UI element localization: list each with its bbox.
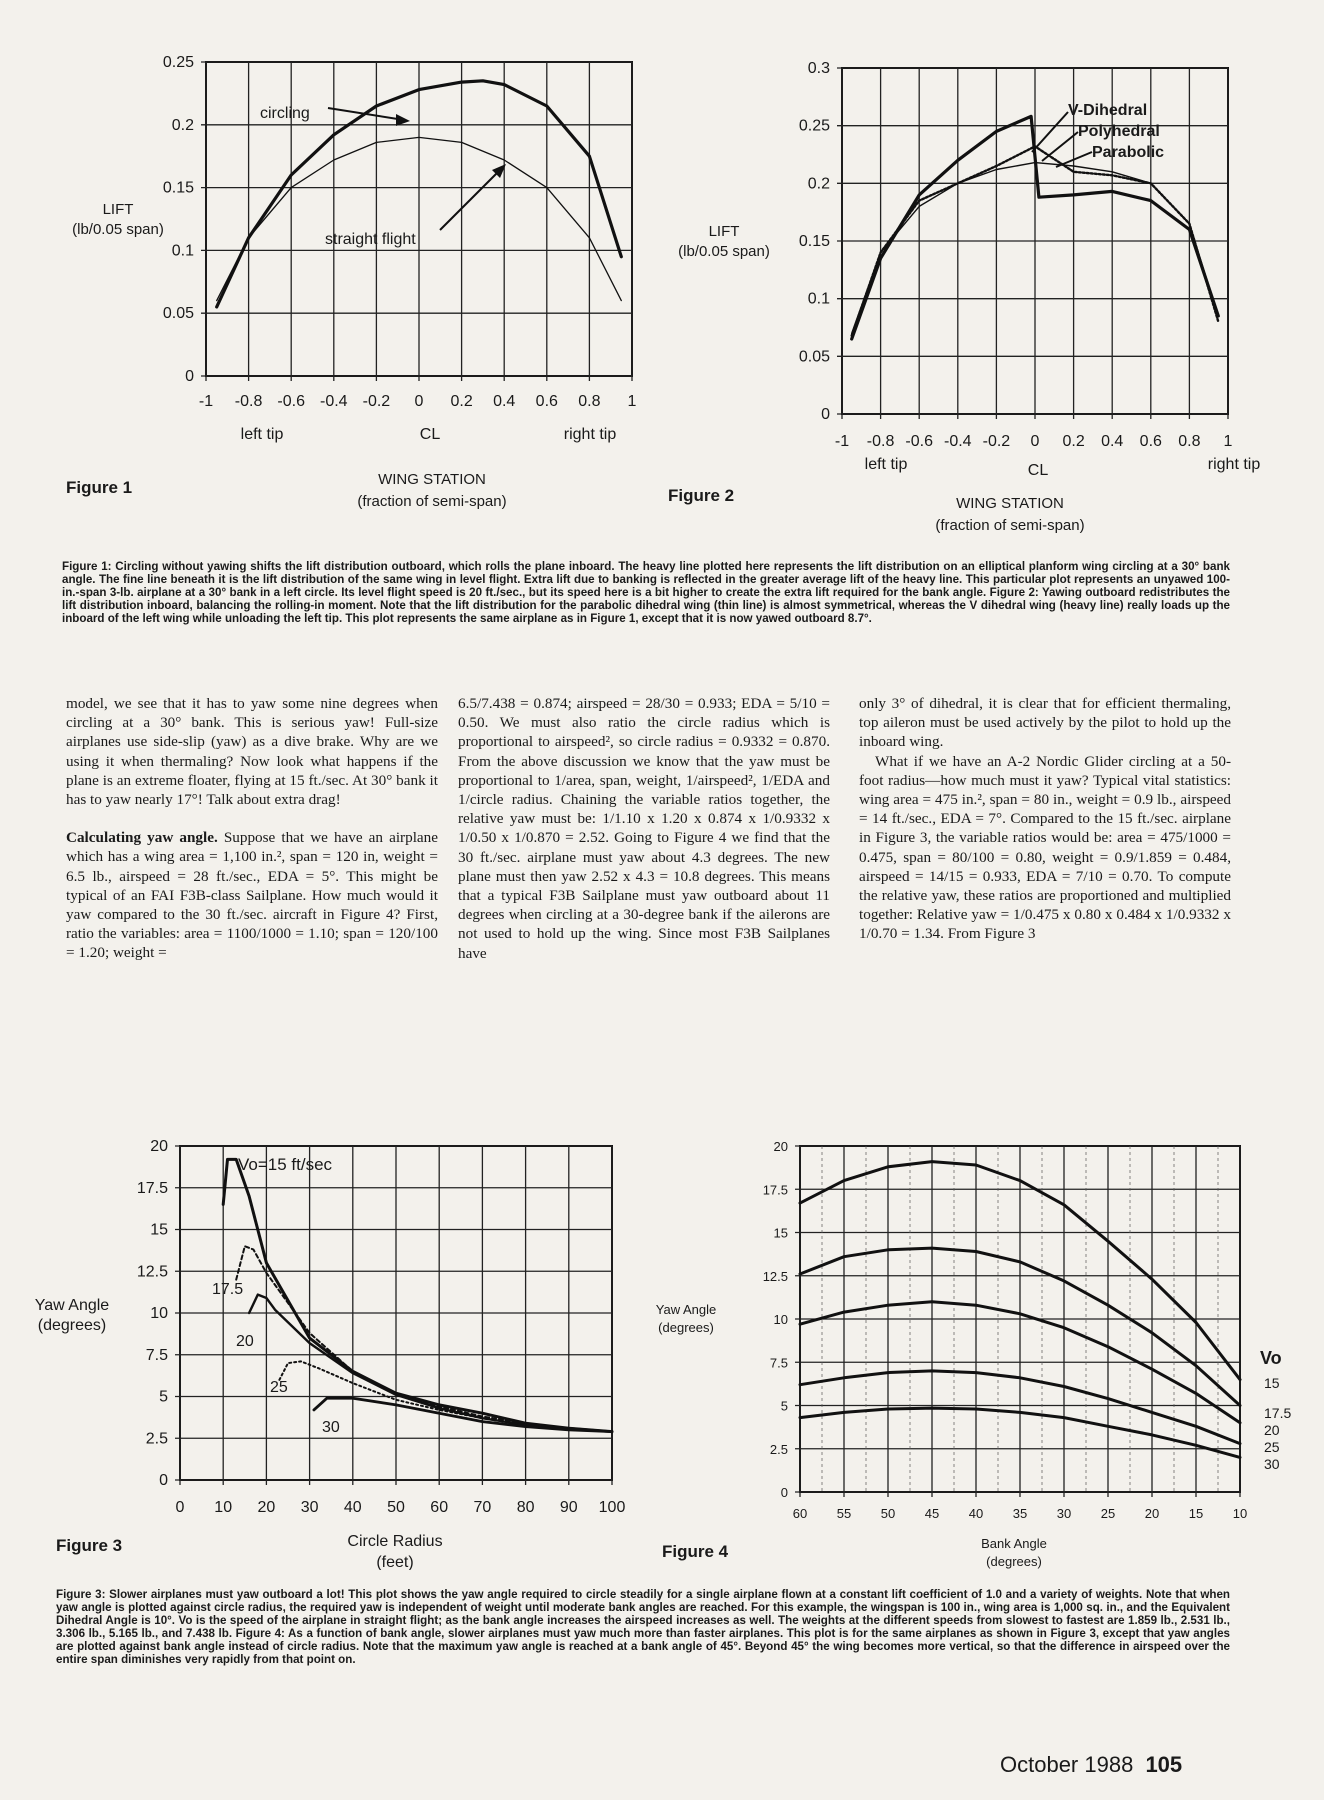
figure4-xtick-label: 20 <box>1144 1506 1160 1521</box>
fig2-ylabel-1: LIFT <box>708 223 740 240</box>
figure3-ytick-label: 20 <box>150 1138 168 1155</box>
figure2-xtick-label: 0.6 <box>1139 433 1162 450</box>
figure3-ytick-label: 10 <box>150 1305 168 1322</box>
figure1-xtick-label: 0.2 <box>450 393 473 410</box>
figure3-xtick-label: 20 <box>257 1499 276 1516</box>
footer-date: October 1988 <box>1000 1752 1134 1777</box>
figure1-xtick-label: -1 <box>198 393 214 410</box>
fig3-ylabel-2: (degrees) <box>37 1317 107 1334</box>
column-2 <box>458 694 830 982</box>
fig2-arrow-v <box>1032 112 1068 152</box>
figure2-ytick-label: 0.3 <box>807 60 830 77</box>
fig2-right-tip: right tip <box>1207 456 1261 473</box>
figure4-xtick-label: 25 <box>1100 1506 1116 1521</box>
fig4-xlabel-2: (degrees) <box>986 1554 1042 1569</box>
figure2-xtick-label: 0.4 <box>1101 433 1124 450</box>
fig2-ylabel-2: (lb/0.05 span) <box>678 243 770 260</box>
fig1-ylabel-2: (lb/0.05 span) <box>72 221 164 238</box>
figure3-xtick-label: 30 <box>300 1499 319 1516</box>
figure3-ytick-label: 2.5 <box>145 1430 168 1448</box>
figure4-xtick-label: 10 <box>1232 1506 1248 1521</box>
fig3-xlabel-2: (feet) <box>376 1554 414 1570</box>
fig4-legend-30: 30 <box>1264 1456 1280 1472</box>
figure4-xtick-label: 15 <box>1188 1506 1204 1521</box>
figure3-ytick-label: 0 <box>159 1472 168 1489</box>
fig1-xlabel-1: WING STATION <box>378 471 486 488</box>
fig1-arrow-circling <box>328 108 404 120</box>
figure2-xtick-label: -0.6 <box>905 433 933 450</box>
fig4-xlabel-1: Bank Angle <box>981 1536 1047 1551</box>
figure3-xtick-label: 60 <box>430 1499 449 1516</box>
figure2-chart <box>640 50 1324 540</box>
footer-page: 105 <box>1145 1752 1183 1777</box>
fig1-ylabel-1: LIFT <box>102 201 134 218</box>
figure1-ytick-label: 0 <box>185 368 194 385</box>
figure1-ytick-label: 0.05 <box>162 305 194 323</box>
figure2-ytick-label: 0.15 <box>798 233 830 250</box>
fig1-annotation-straight: straight flight <box>325 231 416 248</box>
fig3-vo-label: Vo=15 ft/sec <box>238 1155 333 1174</box>
figure4-xtick-label: 45 <box>924 1506 940 1521</box>
figure3-chart <box>0 1130 660 1570</box>
figure2-xtick-label: -1 <box>834 433 850 450</box>
figure2-xtick-label: -0.8 <box>866 433 895 450</box>
figure4-ytick-label: 20 <box>773 1139 788 1154</box>
figure3-xtick-label: 90 <box>559 1499 578 1516</box>
fig1-xlabel-2: (fraction of semi-span) <box>357 493 507 510</box>
figure3-xtick-label: 40 <box>343 1499 362 1516</box>
figure1-label: Figure 1 <box>66 478 133 497</box>
figure4-ytick-label: 5 <box>780 1398 788 1414</box>
fig2-xlabel-1: WING STATION <box>956 495 1064 512</box>
fig3-ylabel-1: Yaw Angle <box>34 1297 110 1314</box>
figure4-ytick-label: 2.5 <box>769 1441 788 1457</box>
caption-figures-1-2: Figure 1: Circling without yawing shifts the lift distribution outboard, which rolls the plane inboard. The heavy line plotted here represents the lift distribution on an elliptical planform wing circling at a 30° bank angle. The fine line beneath it is the lift distribution of the same wing in level flight. Extra lift due to banking is reflected in the greater average lift of the heavy line. This particular plot represents an unyawed 100-in.-span 3-lb. airplane at a 30° bank in a left circle. Its level flight speed is 20 ft./sec., but its speed here is a bit higher to create the extra lift required for the bank angle. Figure 2: Yawing outboard redistributes the lift distribution inboard, balancing the rolling-in moment. Note that the lift distribution for the parabolic dihedral wing (thin line) is almost symmetrical, whereas the V dihedral wing (heavy line) really loads up the inboard of the left wing while unloading the left tip. This plot represents the same airplane as in Figure 1, except that it is now yawed outboard 8.7°. <box>62 560 1230 625</box>
figure1-xtick-label: 0.4 <box>493 393 516 410</box>
fig1-arrow-straight <box>440 170 500 230</box>
figure4-xtick-label: 40 <box>968 1506 984 1521</box>
fig1-right-tip: right tip <box>563 426 617 443</box>
figure3-ytick-label: 5 <box>159 1388 168 1406</box>
figure3-xtick-label: 50 <box>387 1499 405 1516</box>
fig2-xlabel-2: (fraction of semi-span) <box>935 517 1085 534</box>
figure2-label: Figure 2 <box>668 486 735 505</box>
figure1-ytick-label: 0.25 <box>162 54 194 71</box>
figure2-ytick-label: 0.1 <box>807 290 830 308</box>
col1-heading: Calculating yaw angle. <box>66 829 218 847</box>
figure2-xtick-label: 0.8 <box>1178 433 1201 450</box>
figure2-xtick-label: 0.2 <box>1062 433 1085 450</box>
figure2-xtick-label: -0.4 <box>944 433 972 450</box>
fig3-xlabel-1: Circle Radius <box>347 1533 443 1550</box>
column-3 <box>859 694 1231 963</box>
figure1-xtick-label: 0.6 <box>535 393 558 410</box>
fig3-curve-label-30: 30 <box>322 1419 340 1436</box>
fig4-legend-15: 15 <box>1264 1375 1280 1391</box>
figure1-xtick-label: -0.4 <box>320 393 348 410</box>
col1-paragraph-1: model, we see that it has to yaw some nine degrees when circling at a 30° bank. This is serious yaw! Full-size airplanes use side-slip (yaw) as a dive brake. Why are we using it when thermaling? Now look what happens if the plane is an extreme floater, flying at 15 ft./sec. At 30° bank it has to yaw nearly 17°! Talk about extra drag! <box>66 695 438 809</box>
col2-paragraph-1: 6.5/7.438 = 0.874; airspeed = 28/30 = 0.933; EDA = 5/10 = 0.50. We must also ratio the circle radius which is proportional to airspeed², so circle radius = 0.9332 = 0.870. From the above discussion we know that the yaw must be proportional to 1/area, span, weight, 1/airspeed², 1/EDA and 1/circle radius. Chaining the variable ratios together, the relative yaw must be: 1/1.10 x 1.20 x 0.874 x 1/0.9332 x 1/0.50 x 1/0.870 = 2.52. Going to Figure 4 we find that the 30 ft./sec. airplane must yaw about 4.3 degrees. The new plane must then yaw 2.52 x 4.3 = 10.8 degrees. This means that a typical F3B Sailplane must yaw outboard about 11 degrees when circling at a 30-degree bank if the ailerons are not used to hold up the wing. Since most F3B Sailplanes have <box>458 695 830 962</box>
figure1-xtick-label: 0.8 <box>578 393 601 410</box>
fig4-legend-25: 25 <box>1264 1439 1280 1455</box>
fig4-legend-17-5: 17.5 <box>1264 1405 1292 1421</box>
fig2-annotation-poly: Polyhedral <box>1078 123 1160 140</box>
fig3-curve-label-17-5: 17.5 <box>212 1281 244 1298</box>
figure1-xtick-label: -0.8 <box>234 393 263 410</box>
figure2-ytick-label: 0.2 <box>807 175 830 193</box>
fig4-legend-20: 20 <box>1264 1422 1280 1438</box>
fig3-curve-label-20: 20 <box>236 1333 254 1350</box>
figure4-ytick-label: 10 <box>773 1312 788 1327</box>
col3-paragraph-1: only 3° of dihedral, it is clear that for efficient thermaling, top aileron must be used actively by the pilot to hold up the inboard wing. <box>859 695 1231 751</box>
column-1 <box>66 694 438 982</box>
fig1-left-tip: left tip <box>240 426 284 443</box>
fig2-annotation-para: Parabolic <box>1092 144 1165 161</box>
figure3-xtick-label: 80 <box>516 1499 535 1516</box>
fig4-ylabel-1: Yaw Angle <box>655 1302 717 1317</box>
fig2-cl: CL <box>1027 462 1049 479</box>
figure4-xtick-label: 50 <box>880 1506 896 1521</box>
figure3-xtick-label: 100 <box>598 1499 626 1516</box>
figure4-xtick-label: 60 <box>792 1506 808 1521</box>
fig2-left-tip: left tip <box>864 456 908 473</box>
figure4-ytick-label: 12.5 <box>762 1268 788 1284</box>
figure4-xtick-label: 55 <box>836 1506 852 1521</box>
figure3-ytick-label: 15 <box>150 1221 168 1239</box>
fig2-annotation-v: V-Dihedral <box>1068 102 1148 119</box>
fig4-ylabel-2: (degrees) <box>658 1320 714 1335</box>
figure3-xtick-label: 0 <box>175 1499 185 1516</box>
figure2-ytick-label: 0.05 <box>798 348 830 366</box>
figure2-xtick-label: 0 <box>1030 433 1040 450</box>
figure2-ytick-label: 0.25 <box>798 117 830 135</box>
figure1-ytick-label: 0.15 <box>162 179 194 197</box>
figure4-ytick-label: 0 <box>780 1485 788 1500</box>
figure4-ytick-label: 17.5 <box>762 1182 788 1198</box>
figure2-ytick-label: 0 <box>821 406 830 423</box>
figure4-ytick-label: 15 <box>773 1225 788 1241</box>
figure3-ytick-label: 17.5 <box>136 1179 168 1197</box>
figure2-xtick-label: -0.2 <box>982 433 1011 450</box>
figure3-ytick-label: 7.5 <box>145 1346 168 1364</box>
figure3-label: Figure 3 <box>56 1536 123 1555</box>
figure1-ytick-label: 0.1 <box>171 242 194 260</box>
fig4-legend-title: Vo <box>1260 1348 1282 1368</box>
figure1-xtick-label: 0 <box>414 393 424 410</box>
figure3-xtick-label: 70 <box>473 1499 492 1516</box>
footer <box>1000 1752 1182 1778</box>
fig1-annotation-circling: circling <box>260 105 310 122</box>
figure1-xtick-label: -0.6 <box>277 393 305 410</box>
figure3-xtick-label: 10 <box>214 1499 233 1516</box>
figure1-xtick-label: -0.2 <box>362 393 391 410</box>
figure2-xtick-label: 1 <box>1223 433 1233 450</box>
figure4-label: Figure 4 <box>662 1542 729 1561</box>
col1-paragraph-2-text: Suppose that we have an airplane which has a wing area = 1,100 in.², span = 120 in, weight = 6.5 lb., airspeed = 28 ft./sec., EDA = 5°. This might be typical of an FAI F3B-class Sailplane. How much would it yaw compared to the 30 ft./sec. aircraft in Figure 4? First, ratio the variables: area = 1100/1000 = 1.10; span = 120/100 = 1.20; weight = <box>66 829 438 962</box>
figure1-chart <box>0 50 660 520</box>
figure1-xtick-label: 1 <box>627 393 637 410</box>
figure4-chart <box>640 1130 1324 1570</box>
figure4-xtick-label: 35 <box>1012 1506 1028 1521</box>
figure1-ytick-label: 0.2 <box>171 116 194 134</box>
figure4-ytick-label: 7.5 <box>769 1355 788 1371</box>
caption-figures-3-4: Figure 3: Slower airplanes must yaw outboard a lot! This plot shows the yaw angle required to circle steadily for a single airplane flown at a constant lift coefficient of 1.0 and a variety of weights. Note that when yaw angle is plotted against circle radius, the required yaw is independent of weight until moderate bank angles are reached. For this example, the wingspan is 100 in., wing area is 1,000 sq. in., and the Equivalent Dihedral Angle is 10°. Vo is the speed of the airplane in straight flight; as the bank angle increases the airspeed increases as well. The weights at the different speeds from slowest to fastest are 1.859 lb., 2.531 lb., 3.306 lb., 5.165 lb., and 7.438 lb. Figure 4: As a function of bank angle, slower airplanes must yaw much more than faster airplanes. This plot is for the same airplanes as shown in Figure 3, except that yaw angles are plotted against bank angle instead of circle radius. Note that the maximum yaw angle is reached at a bank angle of 45°. Beyond 45° the wing becomes more vertical, so that the difference in airspeed over the entire span diminishes very rapidly from that point on. <box>56 1588 1230 1666</box>
figure3-ytick-label: 12.5 <box>136 1263 168 1281</box>
figure4-xtick-label: 30 <box>1056 1506 1072 1521</box>
col3-paragraph-2: What if we have an A-2 Nordic Glider circling at a 50-foot radius—how much must it yaw? Typical vital statistics: wing area = 475 in.², span = 80 in., weight = 0.9 lb., airspeed = 14 ft./sec., EDA = 7°. Compared to the 15 ft./sec. airplane in Figure 3, the variable ratios would be: area = 475/1000 = 0.475, span = 80/100 = 0.80, weight = 0.9/1.859 = 0.484, airspeed = 14/15 = 0.933, EDA = 7/10 = 0.70. To compute the relative yaw, these ratios are proportioned and multiplied together: Relative yaw = 1/0.475 x 0.80 x 0.484 x 1/0.9332 x 1/0.70 = 1.34. From Figure 3 <box>859 752 1231 943</box>
fig1-cl: CL <box>419 426 441 443</box>
fig3-curve-label-25: 25 <box>270 1379 288 1396</box>
col1-paragraph-2 <box>66 828 438 962</box>
